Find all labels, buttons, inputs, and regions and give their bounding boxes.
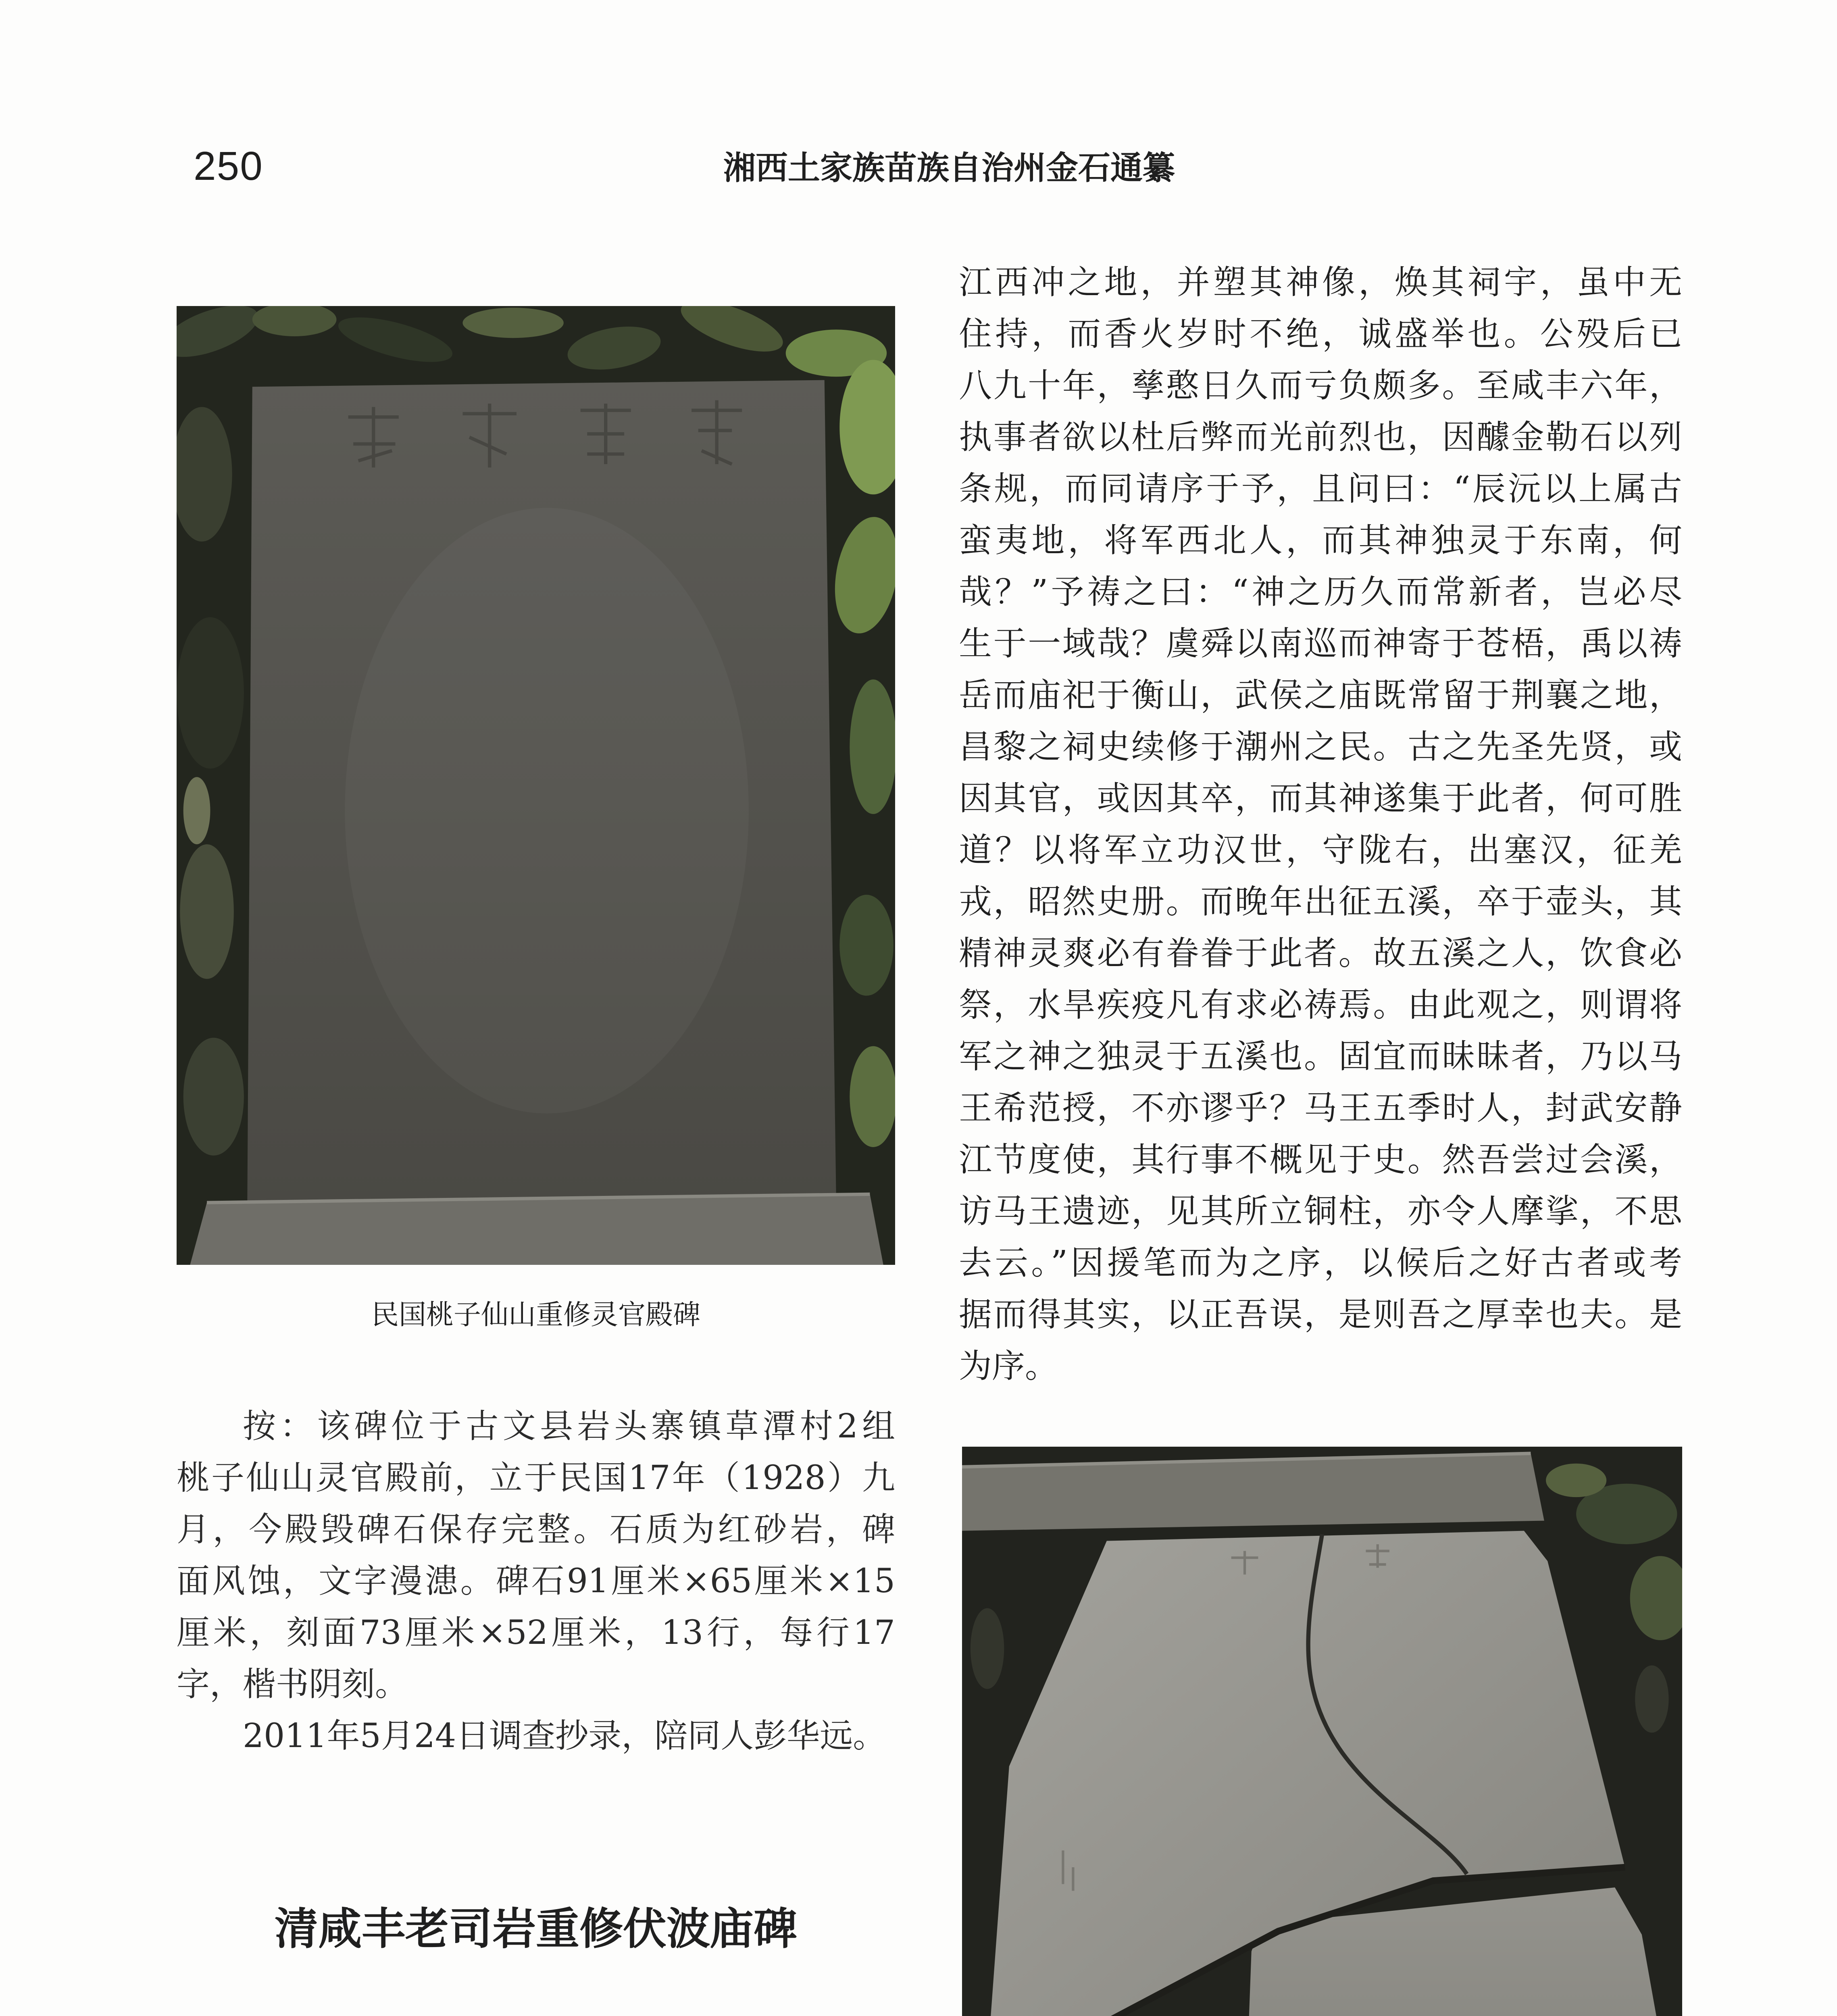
text-line: 岳而庙祀于衡山，武侯之庙既常留于荆襄之地， bbox=[959, 676, 1682, 714]
stele-photo-left-image bbox=[177, 306, 895, 1265]
text-line: 精神灵爽必有眷眷于此者。故五溪之人，饮食必 bbox=[959, 934, 1682, 973]
stele-photo-right-image bbox=[962, 1447, 1682, 2016]
text-line: 因其官，或因其卒，而其神遂集于此者，何可胜 bbox=[959, 779, 1682, 818]
text-line: 道？以将军立功汉世，守陇右，出塞汉，征羌 bbox=[959, 831, 1682, 869]
text-line: 江西冲之地，并塑其神像，焕其祠宇，虽中无 bbox=[959, 263, 1682, 302]
text-line: 执事者欲以杜后弊而光前烈也，因醵金勒石以列 bbox=[959, 418, 1682, 456]
text-line: 军之神之独灵于五溪也。固宜而昧昧者，乃以马 bbox=[959, 1037, 1682, 1076]
section-title: 清咸丰老司岩重修伏波庙碑 bbox=[274, 1904, 797, 1954]
stele-surface-weathering bbox=[345, 508, 749, 1114]
text-line: 八九十年，孳憨日久而亏负颇多。至咸丰六年， bbox=[959, 367, 1682, 405]
stele-base bbox=[190, 1194, 883, 1265]
text-line: 昌黎之祠史续修于潮州之民。古之先圣先贤，或 bbox=[959, 728, 1682, 766]
running-header-title: 湘西土家族苗族自治州金石通纂 bbox=[723, 149, 1175, 187]
text-line: 生于一域哉？虞舜以南巡而神寄于苍梧，禹以祷 bbox=[959, 625, 1682, 663]
text-line: 桃子仙山灵官殿前，立于民国17年（1928）九 bbox=[177, 1459, 895, 1497]
text-line: 王希范授，不亦谬乎？马王五季时人，封武安静 bbox=[959, 1089, 1682, 1127]
text-line: 厘米，刻面73厘米×52厘米，13行，每行17 bbox=[177, 1614, 895, 1652]
text-line: 面风蚀，文字漫漶。碑石91厘米×65厘米×15 bbox=[177, 1562, 895, 1600]
page-number: 250 bbox=[194, 144, 263, 189]
survey-record-line: 2011年5月24日调查抄录，陪同人彭华远。 bbox=[243, 1717, 886, 1755]
text-line: 住持，而香火岁时不绝，诚盛举也。公殁后已 bbox=[959, 315, 1682, 353]
preface-continuation bbox=[959, 257, 1682, 1392]
text-line: 蛮夷地，将军西北人，而其神独灵于东南，何 bbox=[959, 521, 1682, 560]
text-line: 按：该碑位于古文县岩头寨镇草潭村2组 bbox=[243, 1407, 895, 1445]
stele-note bbox=[177, 1401, 895, 1762]
text-line: 去云。”因援笔而为之序，以候后之好古者或考 bbox=[959, 1244, 1682, 1282]
text-line: 据而得其实，以正吾误，是则吾之厚幸也夫。是 bbox=[959, 1295, 1682, 1334]
stele-photo-left bbox=[177, 306, 895, 1265]
text-line: 为序。 bbox=[959, 1347, 1058, 1385]
text-line: 条规，而同请序于予，且问曰：“辰沅以上属古 bbox=[959, 470, 1682, 508]
text-line: 月，今殿毁碑石保存完整。石质为红砂岩，碑 bbox=[177, 1510, 895, 1549]
text-line: 戎，昭然史册。而晚年出征五溪，卒于壶头，其 bbox=[959, 883, 1682, 921]
stele-photo-right bbox=[962, 1447, 1682, 2016]
text-line: 访马王遗迹，见其所立铜柱，亦令人摩挲，不思 bbox=[959, 1192, 1682, 1231]
figure-caption-left: 民国桃子仙山重修灵官殿碑 bbox=[371, 1299, 700, 1331]
text-line: 字，楷书阴刻。 bbox=[177, 1665, 408, 1704]
text-line: 江节度使，其行事不概见于史。然吾尝过会溪， bbox=[959, 1141, 1682, 1179]
text-line: 哉？”予祷之曰：“神之历久而常新者，岂必尽 bbox=[959, 573, 1682, 611]
text-line: 祭，水旱疾疫凡有求必祷焉。由此观之，则谓将 bbox=[959, 986, 1682, 1024]
